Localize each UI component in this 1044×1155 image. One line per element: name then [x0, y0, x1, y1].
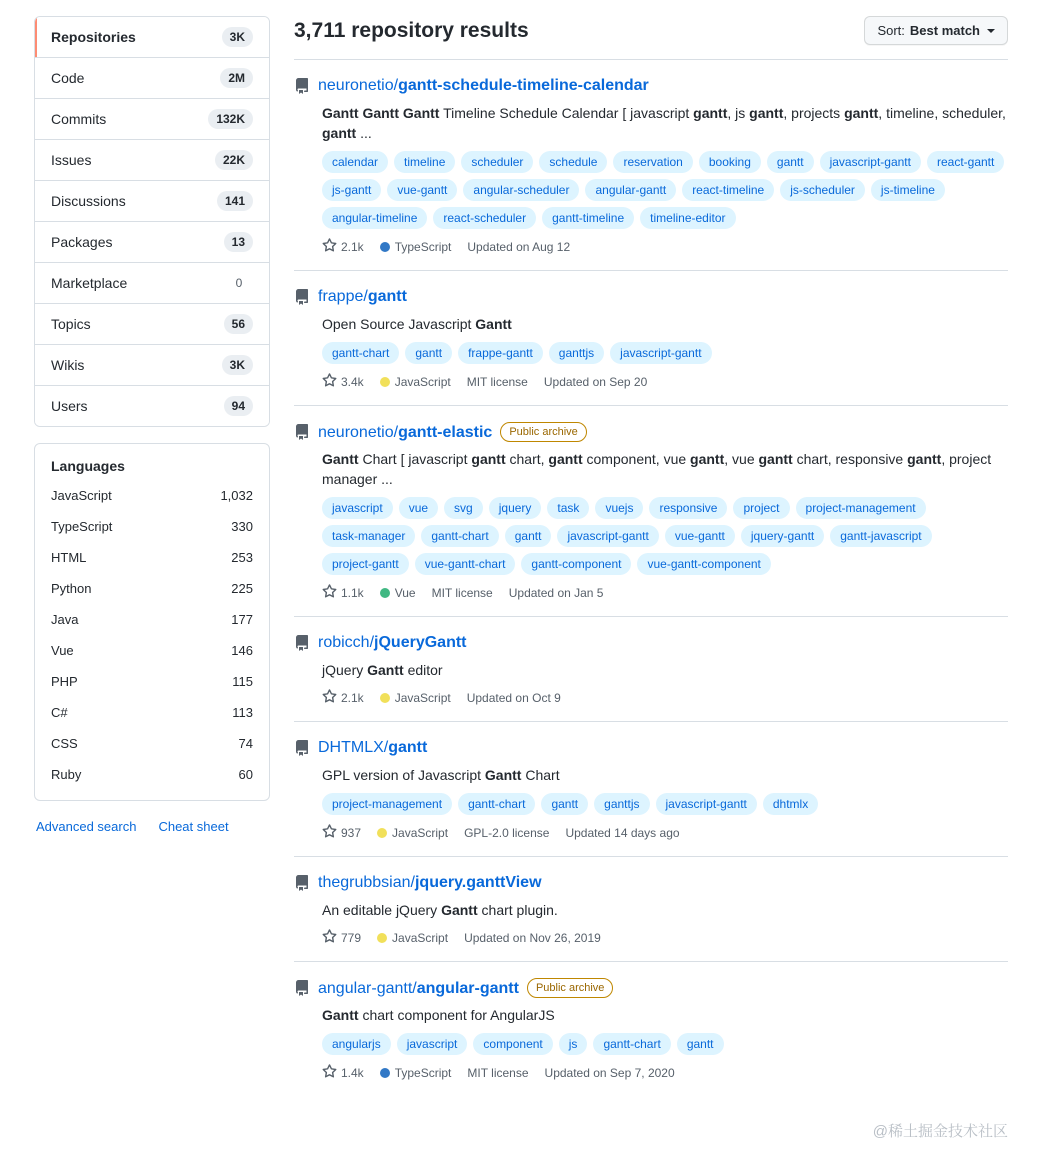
language-label: TypeScript	[394, 1066, 452, 1080]
repository-license: MIT license	[467, 1066, 529, 1080]
star-count[interactable]	[322, 238, 364, 256]
topic-tag[interactable]: gantt-chart	[421, 525, 498, 547]
star-icon	[322, 689, 337, 707]
filter-item-label: Wikis	[51, 357, 85, 373]
filter-item-count: 13	[224, 232, 253, 252]
star-count-value: 937	[341, 826, 362, 840]
topic-tag[interactable]: project	[733, 497, 789, 519]
language-name: Python	[51, 581, 92, 596]
language-name: Vue	[51, 643, 74, 658]
repository-language	[377, 931, 448, 945]
topic-tag[interactable]: js-timeline	[871, 179, 945, 201]
language-count: 113	[232, 705, 253, 720]
repository-title	[318, 738, 427, 758]
topic-tag[interactable]: reservation	[613, 151, 692, 173]
watermark: @稀土掘金技术社区	[872, 1123, 1008, 1140]
filter-item-discussions[interactable]	[35, 181, 269, 222]
repository-description: Gantt Gantt Gantt Timeline Schedule Calendar [ javascript gantt, js gantt, projects gantt, timeline, scheduler, gantt ...	[322, 105, 1006, 141]
star-count-value: 779	[341, 931, 362, 945]
topic-tag[interactable]: gantt-component	[521, 553, 631, 575]
topic-tag[interactable]: js-gantt	[322, 179, 381, 201]
language-row[interactable]	[35, 604, 269, 635]
repository-updated: Updated on Jan 5	[508, 586, 604, 600]
repository-result-item	[294, 405, 1008, 616]
topic-tag[interactable]: gantt	[505, 525, 552, 547]
language-row[interactable]	[35, 666, 269, 697]
language-label: Vue	[394, 586, 416, 600]
topic-tag[interactable]: task	[547, 497, 589, 519]
repository-link[interactable]	[318, 874, 542, 891]
repository-description: Gantt chart component for AngularJS	[322, 1007, 555, 1023]
repository-meta	[322, 373, 1008, 391]
main-content	[294, 16, 1008, 1096]
repo-icon	[294, 740, 310, 761]
repository-language	[377, 826, 448, 840]
repository-owner: neuronetio/	[318, 77, 399, 94]
star-count[interactable]	[322, 373, 364, 391]
repository-result-item	[294, 59, 1008, 270]
filter-item-label: Topics	[51, 316, 91, 332]
language-row[interactable]	[35, 573, 269, 604]
cheat-sheet-link[interactable]: Cheat sheet	[158, 819, 229, 834]
repository-language	[380, 375, 451, 389]
star-count[interactable]	[322, 584, 364, 602]
language-count: 225	[231, 581, 253, 596]
topic-tag[interactable]: javascript	[397, 1033, 468, 1055]
topic-tag[interactable]: react-gantt	[927, 151, 1004, 173]
topic-tag[interactable]: schedule	[539, 151, 607, 173]
repo-icon	[294, 424, 310, 445]
repository-updated: Updated on Nov 26, 2019	[464, 931, 601, 945]
language-row[interactable]	[35, 542, 269, 573]
repository-name: jquery.ganttView	[414, 874, 542, 891]
repository-updated: Updated on Oct 9	[466, 691, 561, 705]
filter-item-label: Packages	[51, 234, 113, 250]
star-count-value: 3.4k	[341, 375, 364, 389]
filter-item-count: 0	[235, 276, 243, 290]
filter-item-commits[interactable]	[35, 99, 269, 140]
sort-prefix-label: Sort:	[877, 23, 905, 38]
topic-tag[interactable]: scheduler	[461, 151, 533, 173]
repository-topics	[322, 497, 1008, 575]
topic-tag[interactable]: task-manager	[322, 525, 415, 547]
star-icon	[322, 238, 337, 256]
language-name: HTML	[51, 550, 87, 565]
repository-description: Open Source Javascript Gantt	[322, 316, 512, 332]
repository-meta	[322, 1064, 1008, 1082]
filter-item-count: 3K	[222, 27, 253, 47]
language-color-dot-icon	[377, 933, 387, 943]
topic-tag[interactable]: react-scheduler	[433, 207, 536, 229]
star-count-value: 2.1k	[341, 240, 364, 254]
topic-tag[interactable]: dhtmlx	[763, 793, 818, 815]
results-count-title: 3,711 repository results	[294, 18, 529, 42]
repository-meta	[322, 238, 1008, 256]
repository-meta	[322, 689, 1008, 707]
repository-result-item	[294, 961, 1008, 1096]
repository-language	[380, 586, 416, 600]
topic-tag[interactable]: gantt-timeline	[542, 207, 634, 229]
star-count[interactable]	[322, 929, 361, 947]
filter-item-label: Marketplace	[51, 275, 128, 291]
language-color-dot-icon	[380, 242, 390, 252]
advanced-search-link[interactable]: Advanced search	[36, 819, 137, 834]
repo-icon	[294, 875, 310, 896]
language-row[interactable]	[35, 635, 269, 666]
filter-item-count: 141	[217, 191, 253, 211]
repository-updated: Updated 14 days ago	[565, 826, 680, 840]
repository-updated: Updated on Sep 7, 2020	[544, 1066, 675, 1080]
repository-owner: DHTMLX/	[318, 739, 389, 756]
repository-owner: frappe/	[318, 288, 368, 305]
language-name: Java	[51, 612, 79, 627]
repository-link[interactable]	[318, 77, 649, 94]
filter-item-count: 56	[224, 314, 253, 334]
repository-name: gantt-schedule-timeline-calendar	[398, 77, 649, 94]
topic-tag[interactable]: gantt-javascript	[830, 525, 931, 547]
language-count: 1,032	[220, 488, 253, 503]
repository-owner: robicch/	[318, 634, 375, 651]
star-icon	[322, 373, 337, 391]
topic-tag[interactable]: project-management	[796, 497, 926, 519]
filter-item-label: Commits	[51, 111, 107, 127]
repository-link[interactable]	[318, 980, 519, 997]
language-label: JavaScript	[392, 826, 449, 840]
filter-item-label: Users	[51, 398, 88, 414]
topic-tag[interactable]: timeline-editor	[640, 207, 735, 229]
star-count[interactable]	[322, 1064, 364, 1082]
language-count: 330	[231, 519, 253, 534]
repository-name: jQueryGantt	[374, 634, 467, 651]
topic-tag[interactable]: javascript	[322, 497, 393, 519]
star-count[interactable]	[322, 824, 361, 842]
star-icon	[322, 1064, 337, 1082]
language-count: 177	[231, 612, 253, 627]
topic-tag[interactable]: gantt	[405, 342, 452, 364]
sort-value-label: Best match	[909, 23, 980, 38]
star-icon	[322, 929, 337, 947]
repository-title	[318, 287, 407, 307]
filter-item-marketplace[interactable]	[35, 263, 269, 304]
topic-tag[interactable]: frappe-gantt	[458, 342, 543, 364]
repository-license: MIT license	[431, 586, 493, 600]
topic-tag[interactable]: vue-gantt-component	[637, 553, 770, 575]
repository-result-item	[294, 721, 1008, 856]
filter-item-count: 22K	[215, 150, 253, 170]
star-icon	[322, 824, 337, 842]
repository-language	[380, 1066, 452, 1080]
repository-meta	[322, 584, 1008, 602]
topic-tag[interactable]: javascript-gantt	[820, 151, 921, 173]
language-name: TypeScript	[51, 519, 113, 534]
topic-tag[interactable]: gantt	[767, 151, 814, 173]
language-count: 74	[238, 736, 253, 751]
filter-item-users[interactable]	[35, 386, 269, 426]
topic-tag[interactable]: react-timeline	[682, 179, 774, 201]
language-name: JavaScript	[51, 488, 112, 503]
language-row[interactable]	[35, 759, 269, 790]
repository-owner: angular-gantt/	[318, 980, 417, 997]
repository-name: gantt	[388, 739, 428, 756]
repository-description: GPL version of Javascript Gantt Chart	[322, 767, 560, 783]
repo-icon	[294, 289, 310, 310]
topic-tag[interactable]: jquery-gantt	[741, 525, 824, 547]
repository-result-item	[294, 856, 1008, 961]
topic-tag[interactable]: svg	[444, 497, 483, 519]
language-label: JavaScript	[392, 931, 449, 945]
repository-name: angular-gantt	[416, 980, 519, 997]
topic-tag[interactable]: js	[559, 1033, 588, 1055]
archive-status-badge: Public archive	[527, 978, 613, 998]
language-color-dot-icon	[380, 588, 390, 598]
repository-license: GPL-2.0 license	[464, 826, 550, 840]
repository-title	[318, 873, 542, 893]
repository-header	[294, 76, 1008, 99]
topic-tag[interactable]: angular-timeline	[322, 207, 427, 229]
filter-item-count: 3K	[222, 355, 253, 375]
topic-tag[interactable]: ganttjs	[594, 793, 649, 815]
repository-result-item	[294, 616, 1008, 721]
star-count-value: 1.4k	[341, 1066, 364, 1080]
filter-item-label: Code	[51, 70, 85, 86]
topic-tag[interactable]: gantt	[677, 1033, 724, 1055]
repository-title	[318, 76, 649, 96]
repository-link[interactable]	[318, 739, 427, 756]
search-filters-card	[34, 16, 270, 427]
languages-title: Languages	[51, 458, 125, 474]
topic-tag[interactable]: gantt-chart	[593, 1033, 670, 1055]
language-row[interactable]	[35, 480, 269, 511]
language-color-dot-icon	[380, 377, 390, 387]
star-count-value: 1.1k	[341, 586, 364, 600]
topic-tag[interactable]: angular-gantt	[585, 179, 676, 201]
sidebar-links	[34, 819, 270, 834]
topic-tag[interactable]: component	[473, 1033, 552, 1055]
topic-tag[interactable]: booking	[699, 151, 761, 173]
filter-item-wikis[interactable]	[35, 345, 269, 386]
repository-topics	[322, 342, 1008, 364]
star-count-value: 2.1k	[341, 691, 364, 705]
repository-updated: Updated on Sep 20	[543, 375, 648, 389]
star-count[interactable]	[322, 689, 364, 707]
filter-item-repositories[interactable]	[35, 17, 269, 58]
repository-header	[294, 422, 1008, 445]
language-label: JavaScript	[394, 375, 451, 389]
language-count: 146	[231, 643, 253, 658]
repository-name: gantt	[367, 288, 407, 305]
repository-header	[294, 633, 1008, 656]
filter-item-issues[interactable]	[35, 140, 269, 181]
repo-icon	[294, 78, 310, 99]
filter-item-label: Repositories	[51, 29, 136, 45]
sort-button[interactable]	[864, 16, 1008, 45]
topic-tag[interactable]: calendar	[322, 151, 388, 173]
topic-tag[interactable]: gantt-chart	[458, 793, 535, 815]
filter-item-label: Discussions	[51, 193, 126, 209]
language-label: JavaScript	[394, 691, 451, 705]
repository-header	[294, 738, 1008, 761]
topic-tag[interactable]: ganttjs	[549, 342, 604, 364]
repository-title	[318, 633, 467, 653]
language-count: 60	[238, 767, 253, 782]
language-row[interactable]	[35, 728, 269, 759]
language-name: C#	[51, 705, 68, 720]
topic-tag[interactable]: timeline	[394, 151, 455, 173]
repository-results-list	[294, 59, 1008, 1096]
repository-title	[318, 978, 613, 999]
language-count: 253	[231, 550, 253, 565]
repository-owner: neuronetio/	[318, 424, 399, 441]
repository-link[interactable]	[318, 634, 467, 651]
topic-tag[interactable]: javascript-gantt	[656, 793, 757, 815]
chevron-down-icon	[987, 29, 995, 33]
archive-status-badge: Public archive	[500, 422, 586, 442]
filter-item-code[interactable]	[35, 58, 269, 99]
topic-tag[interactable]: javascript-gantt	[557, 525, 658, 547]
star-icon	[322, 584, 337, 602]
repository-description: An editable jQuery Gantt chart plugin.	[322, 902, 558, 918]
repository-header	[294, 287, 1008, 310]
repository-license: MIT license	[466, 375, 528, 389]
repository-topics	[322, 151, 1008, 229]
repo-icon	[294, 635, 310, 656]
sidebar	[34, 16, 270, 1096]
repository-link[interactable]	[318, 288, 407, 305]
repository-topics	[322, 1033, 1008, 1055]
filter-item-count: 94	[224, 396, 253, 416]
filter-item-topics[interactable]	[35, 304, 269, 345]
topic-tag[interactable]: project-management	[322, 793, 452, 815]
repository-title	[318, 422, 587, 443]
language-color-dot-icon	[377, 828, 387, 838]
topic-tag[interactable]: gantt-chart	[322, 342, 399, 364]
topic-tag[interactable]: javascript-gantt	[610, 342, 711, 364]
topic-tag[interactable]: responsive	[649, 497, 727, 519]
language-row[interactable]	[35, 697, 269, 728]
repo-icon	[294, 980, 310, 1001]
topic-tag[interactable]: vue	[399, 497, 438, 519]
language-label: TypeScript	[394, 240, 452, 254]
repository-owner: thegrubbsian/	[318, 874, 415, 891]
topic-tag[interactable]: vue-gantt	[665, 525, 735, 547]
repository-language	[380, 691, 451, 705]
topic-tag[interactable]: gantt	[541, 793, 588, 815]
topic-tag[interactable]: vuejs	[595, 497, 643, 519]
topic-tag[interactable]: vue-gantt-chart	[415, 553, 516, 575]
repository-name: gantt-elastic	[398, 424, 493, 441]
topic-tag[interactable]: project-gantt	[322, 553, 409, 575]
repository-updated: Updated on Aug 12	[467, 240, 571, 254]
topic-tag[interactable]: js-scheduler	[780, 179, 865, 201]
filter-item-packages[interactable]	[35, 222, 269, 263]
language-name: PHP	[51, 674, 78, 689]
repository-meta	[322, 824, 1008, 842]
repository-result-item	[294, 270, 1008, 405]
repository-language	[380, 240, 452, 254]
filter-item-label: Issues	[51, 152, 92, 168]
topic-tag[interactable]: angularjs	[322, 1033, 391, 1055]
repository-header	[294, 873, 1008, 896]
language-row[interactable]	[35, 511, 269, 542]
repository-topics	[322, 793, 1008, 815]
language-count: 115	[232, 674, 253, 689]
languages-card	[34, 443, 270, 801]
repository-description: Gantt Chart [ javascript gantt chart, gantt component, vue gantt, vue gantt chart, responsive gantt, project manager ...	[322, 451, 992, 487]
language-color-dot-icon	[380, 1068, 390, 1078]
results-header	[294, 16, 1008, 59]
repository-description: jQuery Gantt editor	[322, 662, 443, 678]
repository-link[interactable]	[318, 424, 492, 441]
filter-item-count: 132K	[208, 109, 253, 129]
topic-tag[interactable]: vue-gantt	[387, 179, 457, 201]
topic-tag[interactable]: jquery	[489, 497, 542, 519]
language-name: Ruby	[51, 767, 82, 782]
repository-meta	[322, 929, 1008, 947]
language-name: CSS	[51, 736, 78, 751]
repository-header	[294, 978, 1008, 1001]
filter-item-count: 2M	[220, 68, 253, 88]
language-color-dot-icon	[380, 693, 390, 703]
topic-tag[interactable]: angular-scheduler	[463, 179, 579, 201]
